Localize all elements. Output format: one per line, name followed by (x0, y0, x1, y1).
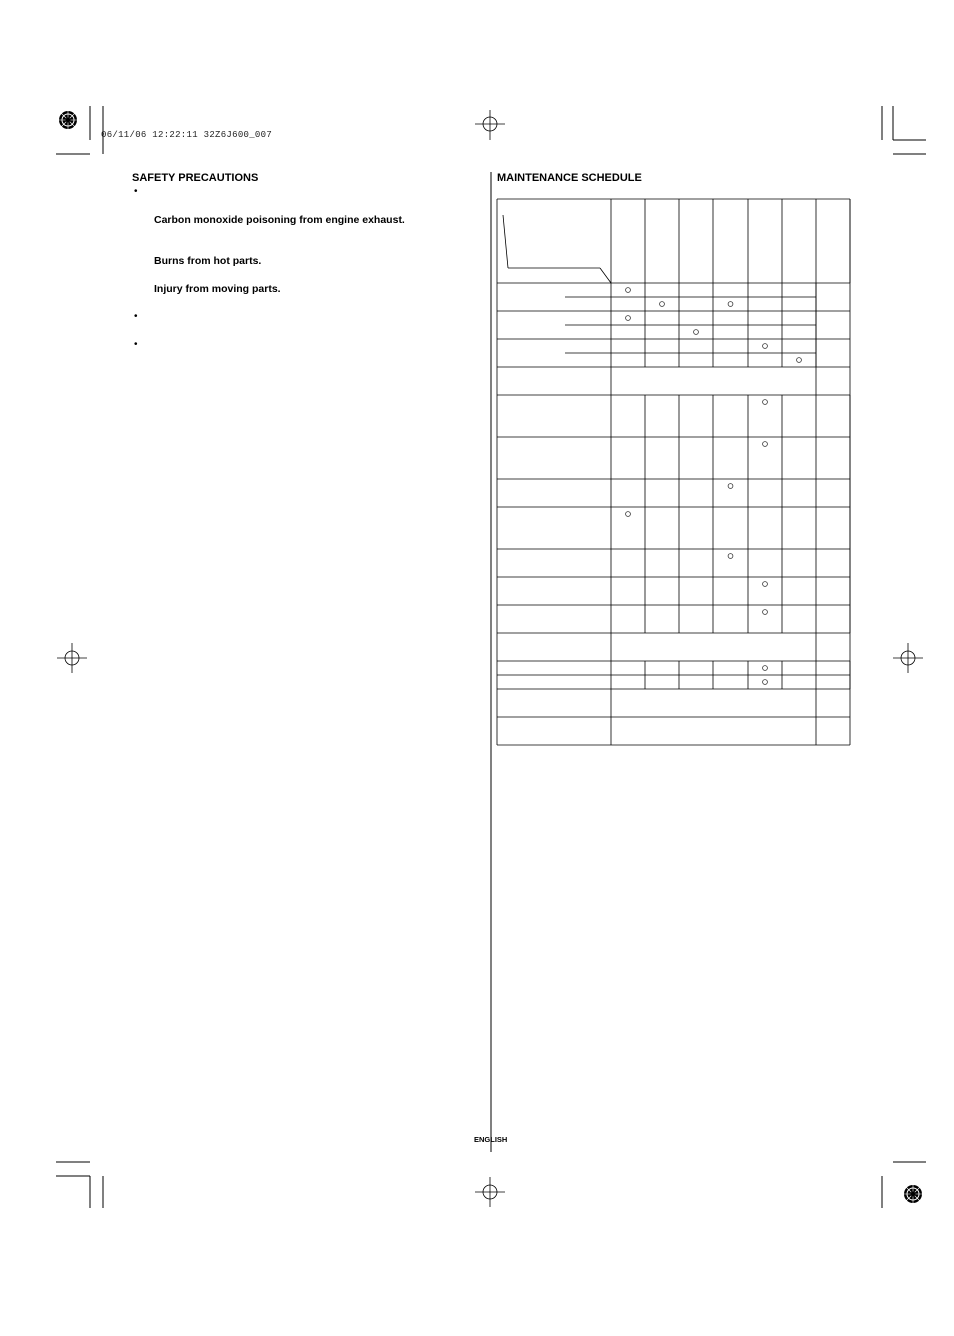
schedule-mark-icon (728, 554, 733, 559)
schedule-mark-icon (763, 610, 768, 615)
schedule-mark-icon (763, 582, 768, 587)
bullet-marker: • (134, 311, 138, 322)
schedule-mark-icon (763, 666, 768, 671)
schedule-mark-icon (763, 344, 768, 349)
hazard-co-poisoning: Carbon monoxide poisoning from engine exhaust. (154, 214, 405, 226)
schedule-mark-icon (626, 316, 631, 321)
schedule-mark-icon (797, 358, 802, 363)
bullet-marker: • (134, 339, 138, 350)
schedule-mark-icon (763, 400, 768, 405)
schedule-mark-icon (763, 442, 768, 447)
page-language-label: ENGLISH (474, 1135, 508, 1144)
schedule-mark-icon (763, 680, 768, 685)
hazard-moving-parts: Injury from moving parts. (154, 283, 281, 295)
maintenance-heading: MAINTENANCE SCHEDULE (497, 172, 642, 184)
schedule-mark-icon (694, 330, 699, 335)
hazard-burns: Burns from hot parts. (154, 255, 262, 267)
schedule-mark-icon (728, 484, 733, 489)
schedule-mark-icon (728, 302, 733, 307)
header-diagonal (600, 268, 611, 283)
safety-heading: SAFETY PRECAUTIONS (132, 172, 259, 184)
print-stamp: 06/11/06 12:22:11 32Z6J600_007 (101, 130, 273, 140)
schedule-mark-icon (626, 288, 631, 293)
schedule-mark-icon (660, 302, 665, 307)
header-diagonal (503, 215, 508, 268)
schedule-mark-icon (626, 512, 631, 517)
bullet-marker: • (134, 186, 138, 197)
